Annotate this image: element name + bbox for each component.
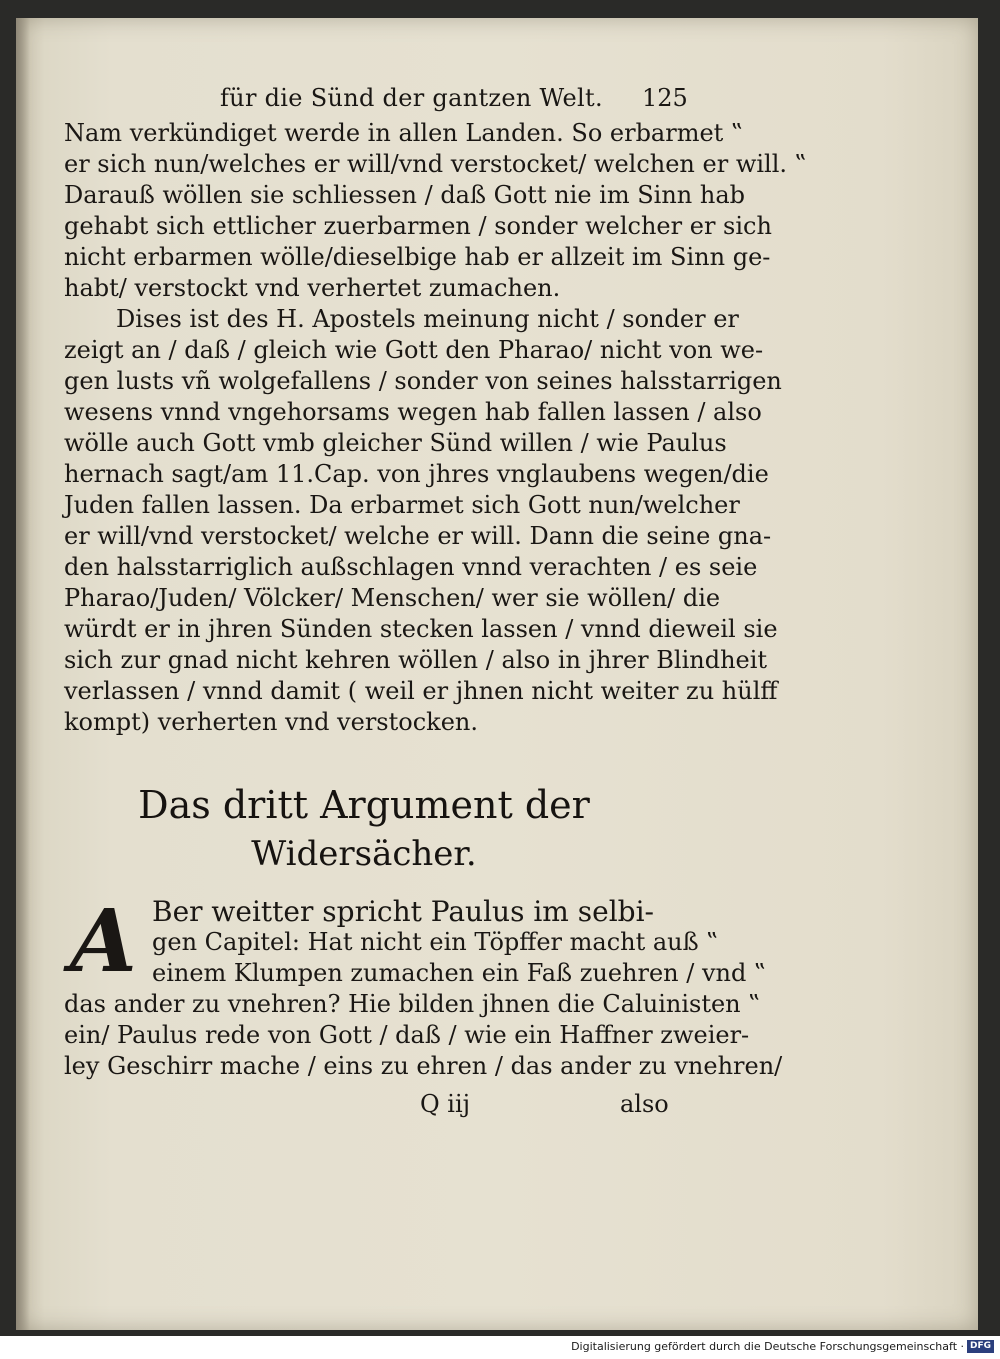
text-line: kompt) verherten vnd verstocken.	[64, 708, 478, 736]
text-line: ley Geschirr mache / eins zu ehren / das ander zu vnehren/	[64, 1052, 783, 1080]
text-line: sich zur gnad nicht kehren wöllen / also in jhrer Blindheit	[64, 646, 768, 674]
page-gutter	[16, 18, 30, 1330]
text-line: Darauß wöllen sie schliessen / daß Gott nie im Sinn hab	[64, 181, 745, 209]
text-line: ein/ Paulus rede von Gott / daß / wie ein Haffner zweier-	[64, 1021, 750, 1049]
heading-line-2: Widersächer.	[251, 834, 477, 874]
text-line: wesens vnnd vngehorsams wegen hab fallen lassen / also	[64, 398, 762, 426]
section-heading	[64, 780, 664, 878]
dfg-logo-icon: DFG	[967, 1340, 994, 1353]
text-line: Juden fallen lassen. Da erbarmet sich Gott nun/welcher	[64, 491, 740, 519]
catchword: also	[620, 1090, 669, 1118]
body-text	[64, 118, 807, 738]
text-line: er will/vnd verstocket/ welche er will. Dann die seine gna-	[64, 522, 772, 550]
text-line: würdt er in jhren Sünden stecken lassen / vnnd dieweil sie	[64, 615, 778, 643]
text-line: Pharao/Juden/ Völcker/ Menschen/ wer sie wöllen/ die	[64, 584, 721, 612]
text-line: verlassen / vnnd damit ( weil er jhnen nicht weiter zu hülff	[64, 677, 778, 705]
text-line: zeigt an / daß / gleich wie Gott den Pharao/ nicht von we-	[64, 336, 764, 364]
running-title: für die Sünd der gantzen Welt.	[220, 84, 603, 112]
text-line: gen lusts vñ wolgefallens / sonder von seines halsstarrigen	[64, 367, 782, 395]
text-line: das ander zu vnehren? Hie bilden jhnen die Caluinisten ‟	[64, 990, 761, 1018]
page-number: 125	[642, 84, 688, 112]
signature-mark: Q iij	[420, 1090, 471, 1118]
text-line: nicht erbarmen wölle/dieselbige hab er allzeit im Sinn ge-	[64, 243, 771, 271]
text-line: hernach sagt/am 11.Cap. von jhres vnglaubens wegen/die	[64, 460, 769, 488]
running-head	[60, 80, 700, 116]
catchline	[64, 1090, 688, 1124]
text-line: gen Capitel: Hat nicht ein Töpffer macht auß ‟	[152, 928, 719, 956]
text-line: Dises ist des H. Apostels meinung nicht / sonder er	[116, 305, 739, 333]
text-line: Nam verkündiget werde in allen Landen. So erbarmet ‟	[64, 119, 744, 147]
section-text	[64, 891, 783, 1082]
heading-line-1: Das dritt Argument der	[138, 783, 590, 827]
funding-credit: Digitalisierung gefördert durch die Deutsche Forschungsgemeinschaft ·	[571, 1340, 964, 1353]
text-line: habt/ verstockt vnd verhertet zumachen.	[64, 274, 561, 302]
decorated-initial: A	[70, 891, 137, 992]
text-line: Ber weitter spricht Paulus im selbi-	[152, 895, 654, 928]
footer-bar	[0, 1336, 1000, 1359]
text-line: den halsstarriglich außschlagen vnnd verachten / es seie	[64, 553, 758, 581]
text-line: einem Klumpen zumachen ein Faß zuehren / vnd ‟	[152, 959, 767, 987]
text-line: gehabt sich ettlicher zuerbarmen / sonder welcher er sich	[64, 212, 772, 240]
text-line: er sich nun/welches er will/vnd verstocket/ welchen er will. ‟	[64, 150, 807, 178]
text-line: wölle auch Gott vmb gleicher Sünd willen / wie Paulus	[64, 429, 727, 457]
